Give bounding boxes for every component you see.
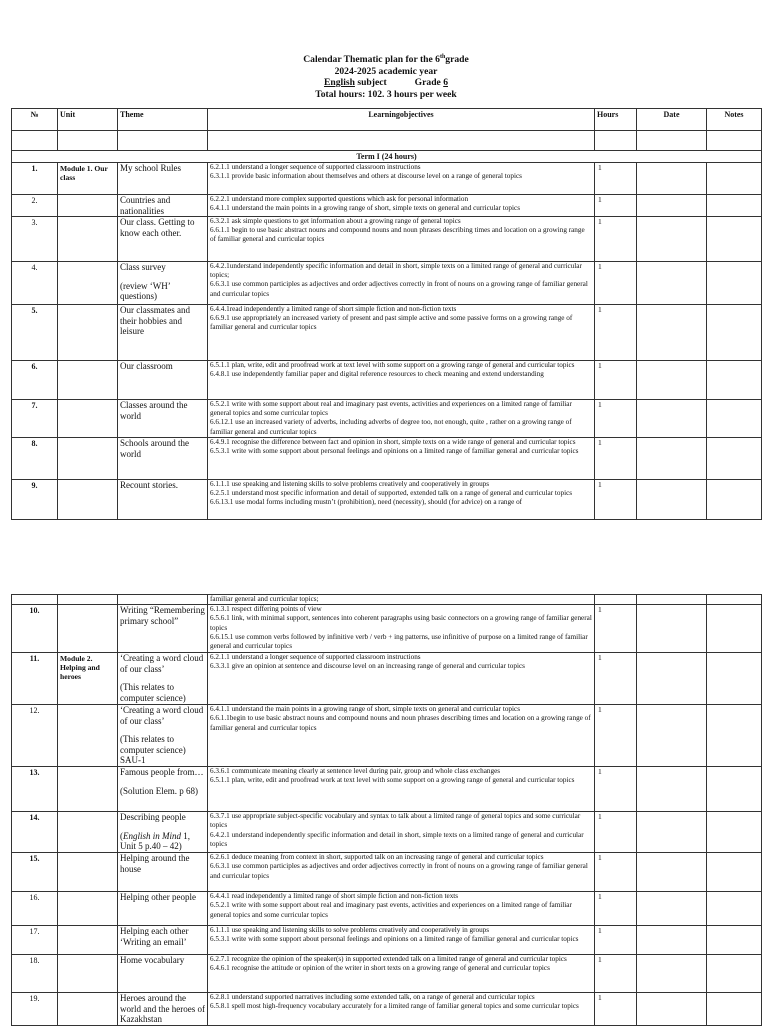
row-number: 6. [12, 361, 58, 400]
row-date [637, 438, 707, 480]
row-notes [707, 217, 762, 262]
row-notes [707, 262, 762, 305]
row-objectives: 6.3.2.1 ask simple questions to get information about a growing range of general topics 6.6.1.1 begin to use basic abstract nouns and compound nouns and noun phrases describing times and location on a growing range of familiar general and curricular topics [208, 217, 595, 262]
row-notes [707, 812, 762, 853]
row-date [637, 163, 707, 195]
row-theme: Class survey (review ‘WH’ questions) [118, 262, 208, 305]
col-header-objectives: Learningobjectives [208, 109, 595, 131]
row-number: 13. [12, 767, 58, 812]
row-number: 5. [12, 305, 58, 361]
table-row [12, 217, 762, 262]
row-hours: 1 [595, 955, 637, 993]
row-unit [58, 195, 118, 217]
table-row [12, 853, 762, 892]
row-hours: 1 [595, 438, 637, 480]
table-row-continued [12, 595, 762, 605]
row-objectives: 6.3.6.1 communicate meaning clearly at sentence level during pair, group and whole class exchanges 6.5.1.1 plan, write, edit and proofread work at text level with some support on a growing range of general and curricular topics [208, 767, 595, 812]
row-objectives: 6.2.7.1 recognize the opinion of the speaker(s) in supported extended talk on a limited range of general and curricular topics 6.4.6.1 recognise the attitude or opinion of the writer in short texts on a growing range of general and curricular topics [208, 955, 595, 993]
row-unit [58, 767, 118, 812]
row-theme: Our classmates and their hobbies and leisure [118, 305, 208, 361]
row-theme: Countries and nationalities [118, 195, 208, 217]
row-notes [707, 892, 762, 926]
row-number: 18. [12, 955, 58, 993]
row-hours: 1 [595, 361, 637, 400]
row-unit [58, 993, 118, 1026]
table-row [12, 926, 762, 955]
row-date [637, 361, 707, 400]
row-notes [707, 926, 762, 955]
row-date [637, 195, 707, 217]
row-objectives-continued: familiar general and curricular topics; [208, 595, 595, 605]
row-unit [58, 605, 118, 653]
row-date [637, 217, 707, 262]
table-row [12, 605, 762, 653]
row-objectives: 6.2.8.1 understand supported narratives including some extended talk, on a range of general and curricular topics 6.5.8.1 spell most high-frequency vocabulary accurately for a limited range of familiar general topics and some curricular topics [208, 993, 595, 1026]
col-header-theme: Theme [118, 109, 208, 131]
row-number: 16. [12, 892, 58, 926]
row-objectives: 6.2.6.1 deduce meaning from context in short, supported talk on an increasing range of general and curricular topics 6.6.3.1 use common participles as adjectives and order adjectives correctly in front of nouns on a growing range of familiar general and curricular topics [208, 853, 595, 892]
table-row [12, 400, 762, 438]
header-subject: English subject Grade 6 [324, 77, 448, 89]
row-hours: 1 [595, 767, 637, 812]
row-date [637, 892, 707, 926]
row-theme: Classes around the world [118, 400, 208, 438]
table-row [12, 305, 762, 361]
col-header-date: Date [637, 109, 707, 131]
table-header-row [12, 109, 762, 131]
table-spacer-row [12, 131, 762, 151]
row-objectives: 6.4.1.1 understand the main points in a growing range of short, simple texts on general and curricular topics 6.6.1.1begin to use basic abstract nouns and compound nouns and noun phrases describing times and location on a growing range of familiar general and curricular topics [208, 705, 595, 767]
row-hours: 1 [595, 195, 637, 217]
row-objectives: 6.2.1.1 understand a longer sequence of supported classroom instructions 6.3.3.1 give an opinion at sentence and discourse level on an increasing range of general and curricular topics [208, 653, 595, 705]
row-date [637, 955, 707, 993]
row-objectives: 6.4.4.1read independently a limited range of short simple fiction and non-fiction texts 6.6.9.1 use appropriately an increased variety of present and past simple active and some passive forms on a growing range of familiar general and curricular topics [208, 305, 595, 361]
row-theme: Schools around the world [118, 438, 208, 480]
table-row [12, 163, 762, 195]
row-objectives: 6.3.7.1 use appropriate subject-specific vocabulary and syntax to talk about a limited range of general topics and some curricular topics 6.4.2.1 understand independently specific information and detail in short, simple texts on a limited range of general and curricular topics [208, 812, 595, 853]
row-notes [707, 605, 762, 653]
row-hours: 1 [595, 400, 637, 438]
row-date [637, 767, 707, 812]
row-notes [707, 767, 762, 812]
row-unit [58, 438, 118, 480]
row-notes [707, 955, 762, 993]
table-row [12, 195, 762, 217]
row-number: 10. [12, 605, 58, 653]
col-header-unit: Unit [58, 109, 118, 131]
row-date [637, 605, 707, 653]
row-number: 4. [12, 262, 58, 305]
row-notes [707, 400, 762, 438]
row-unit: Module 1. Our class [58, 163, 118, 195]
table-row [12, 892, 762, 926]
term-label: Term I (24 hours) [12, 151, 762, 163]
row-hours: 1 [595, 926, 637, 955]
row-theme: Helping other people [118, 892, 208, 926]
row-number: 19. [12, 993, 58, 1026]
col-header-no: № [12, 109, 58, 131]
row-hours: 1 [595, 705, 637, 767]
row-notes [707, 195, 762, 217]
row-number: 12. [12, 705, 58, 767]
header-year: 2024-2025 academic year [334, 65, 438, 77]
row-date [637, 262, 707, 305]
row-hours: 1 [595, 605, 637, 653]
row-date [637, 993, 707, 1026]
row-number: 3. [12, 217, 58, 262]
col-header-notes: Notes [707, 109, 762, 131]
row-theme: Our classroom [118, 361, 208, 400]
row-notes [707, 480, 762, 520]
header-total-hours: Total hours: 102. 3 hours per week [315, 88, 457, 100]
table-row [12, 480, 762, 520]
row-date [637, 812, 707, 853]
row-unit [58, 305, 118, 361]
row-hours: 1 [595, 305, 637, 361]
row-unit [58, 853, 118, 892]
row-objectives: 6.4.2.1understand independently specific information and detail in short, simple texts on a limited range of general and curricular topics; 6.6.3.1 use common participles as adjectives and order adjectives correctly in front of nouns on a growing range of familiar general and curricular topics [208, 262, 595, 305]
col-header-hours: Hours [595, 109, 637, 131]
row-theme: Our class. Getting to know each other. [118, 217, 208, 262]
row-notes [707, 705, 762, 767]
row-objectives: 6.1.3.1 respect differing points of view 6.5.6.1 link, with minimal support, sentences into coherent paragraphs using basic connectors on a growing range of familiar general topics 6.6.15.1 use common verbs followed by infinitive verb / verb + ing patterns, use infinitive of purpose on a limited range of familiar general and curricular topics [208, 605, 595, 653]
row-date [637, 926, 707, 955]
row-hours: 1 [595, 853, 637, 892]
table-row [12, 361, 762, 400]
row-unit [58, 217, 118, 262]
row-hours: 1 [595, 480, 637, 520]
row-number: 9. [12, 480, 58, 520]
row-unit [58, 812, 118, 853]
row-theme: ‘Creating a word cloud of our class’ (This relates to computer science) SAU-1 [118, 705, 208, 767]
row-date [637, 705, 707, 767]
row-unit [58, 892, 118, 926]
row-unit [58, 926, 118, 955]
row-objectives: 6.4.4.1 read independently a limited range of short simple fiction and non-fiction texts 6.5.2.1 write with some support about real and imaginary past events, activities and experiences on a limited range of familiar general topics and some curricular topics [208, 892, 595, 926]
row-hours: 1 [595, 163, 637, 195]
table-row [12, 812, 762, 853]
row-number: 1. [12, 163, 58, 195]
row-hours: 1 [595, 653, 637, 705]
plan-table-page2 [11, 594, 762, 1026]
document-header [11, 52, 761, 100]
row-number: 8. [12, 438, 58, 480]
row-theme: Recount stories. [118, 480, 208, 520]
row-unit: Module 2. Helping and heroes [58, 653, 118, 705]
table-row [12, 767, 762, 812]
row-theme: ‘Creating a word cloud of our class’ (This relates to computer science) [118, 653, 208, 705]
row-theme: Helping around the house [118, 853, 208, 892]
row-theme: Describing people (English in Mind 1, Unit 5 p.40 – 42) [118, 812, 208, 853]
row-hours: 1 [595, 262, 637, 305]
row-number: 2. [12, 195, 58, 217]
row-theme: Writing “Remembering primary school” [118, 605, 208, 653]
row-number: 15. [12, 853, 58, 892]
row-unit [58, 955, 118, 993]
row-unit [58, 480, 118, 520]
row-objectives: 6.1.1.1 use speaking and listening skills to solve problems creatively and cooperatively in groups 6.5.3.1 write with some support about personal feelings and opinions on a limited range of familiar general and curricular topics [208, 926, 595, 955]
term-row [12, 151, 762, 163]
row-date [637, 480, 707, 520]
row-notes [707, 305, 762, 361]
row-hours: 1 [595, 217, 637, 262]
row-date [637, 653, 707, 705]
row-notes [707, 993, 762, 1026]
row-hours: 1 [595, 892, 637, 926]
header-title: Calendar Thematic plan for the 6thgrade [303, 54, 469, 66]
row-number: 17. [12, 926, 58, 955]
table-row [12, 705, 762, 767]
row-theme: Famous people from… (Solution Elem. p 68) [118, 767, 208, 812]
table-row [12, 438, 762, 480]
row-unit [58, 262, 118, 305]
row-number: 14. [12, 812, 58, 853]
row-date [637, 305, 707, 361]
row-theme: My school Rules [118, 163, 208, 195]
row-objectives: 6.2.1.1 understand a longer sequence of supported classroom instructions 6.3.1.1 provide basic information about themselves and others at discourse level on a range of general topics [208, 163, 595, 195]
row-number: 7. [12, 400, 58, 438]
row-unit [58, 400, 118, 438]
row-unit [58, 361, 118, 400]
row-hours: 1 [595, 812, 637, 853]
row-notes [707, 361, 762, 400]
row-objectives: 6.5.1.1 plan, write, edit and proofread work at text level with some support on a growing range of general and curricular topics 6.4.8.1 use independently familiar paper and digital reference resources to check meaning and extend understanding [208, 361, 595, 400]
row-unit [58, 705, 118, 767]
row-date [637, 853, 707, 892]
table-row [12, 262, 762, 305]
table-row [12, 993, 762, 1026]
row-objectives: 6.5.2.1 write with some support about real and imaginary past events, activities and experiences on a limited range of familiar general topics and some curricular topics 6.6.12.1 use an increased variety of adverbs, including adverbs of degree too, not enough, quite , rather on a growing range of familiar general and curricular topics [208, 400, 595, 438]
row-objectives: 6.1.1.1 use speaking and listening skills to solve problems creatively and cooperatively in groups 6.2.5.1 understand most specific information and detail of supported, extended talk on a range of general and curricular topics 6.6.13.1 use modal forms including mustn’t (prohibition), need (necessity), should (for advice) on a range of [208, 480, 595, 520]
row-hours: 1 [595, 993, 637, 1026]
row-theme: Heroes around the world and the heroes of Kazakhstan [118, 993, 208, 1026]
table-row [12, 653, 762, 705]
plan-table-page1 [11, 108, 762, 520]
row-objectives: 6.2.2.1 understand more complex supported questions which ask for personal information 6.4.1.1 understand the main points in a growing range of short, simple texts on general and curricular topics [208, 195, 595, 217]
table-row [12, 955, 762, 993]
row-objectives: 6.4.9.1 recognise the difference between fact and opinion in short, simple texts on a wide range of general and curricular topics 6.5.3.1 write with some support about personal feelings and opinions on a limited range of familiar general and curricular topics [208, 438, 595, 480]
row-theme: Helping each other ‘Writing an email’ [118, 926, 208, 955]
row-theme: Home vocabulary [118, 955, 208, 993]
row-notes [707, 653, 762, 705]
row-number: 11. [12, 653, 58, 705]
row-notes [707, 853, 762, 892]
row-notes [707, 163, 762, 195]
row-notes [707, 438, 762, 480]
row-date [637, 400, 707, 438]
